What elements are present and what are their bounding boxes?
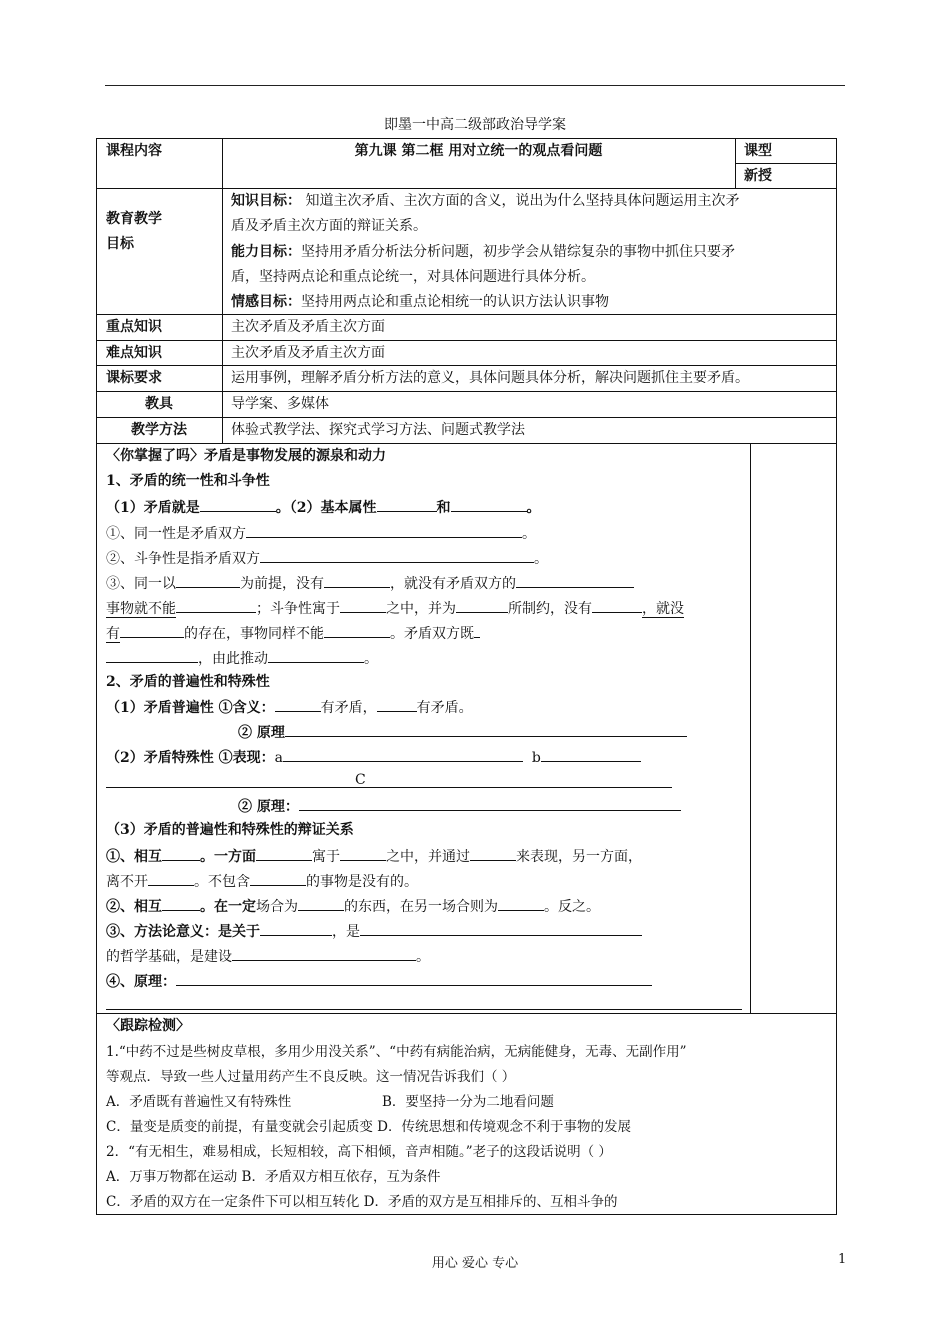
blank-field[interactable] — [541, 744, 641, 762]
blank-field[interactable] — [246, 520, 522, 538]
section-1-title: 1、矛盾的统一性和斗争性 — [106, 473, 270, 489]
answer-line[interactable] — [106, 1009, 742, 1010]
course-value: 第九课 第二框 用对立统一的观点看问题 — [354, 143, 603, 159]
question-1-line1: 1.“中药不过是些树皮草根，多用少用没关系”、“中药有病能治病，无病能健身，无毒、无副作用” — [106, 1044, 687, 1060]
blank-field[interactable] — [377, 494, 437, 512]
question-1-option-b[interactable]: B．要坚持一分为二地看问题 — [382, 1094, 554, 1110]
question-1-option-cd[interactable]: C．量变是质变的前提，有量变就会引起质变 D．传统思想和传境观念不利于事物的发展 — [106, 1119, 631, 1135]
blank-field[interactable] — [260, 918, 332, 936]
s3-item-3-line2: 的哲学基础，是建设 。 — [106, 943, 430, 969]
knowledge-goal-cont: 盾及矛盾主次方面的辩证关系。 — [231, 218, 427, 234]
question-2-option-cd[interactable]: C．矛盾的双方在一定条件下可以相互转化 D．矛盾的双方是互相排斥的、互相斗争的 — [106, 1194, 618, 1210]
blank-field[interactable] — [176, 595, 256, 613]
blank-field[interactable] — [256, 843, 312, 861]
blank-field[interactable] — [162, 893, 200, 911]
blank-field[interactable] — [474, 620, 480, 638]
blank-field[interactable] — [498, 893, 544, 911]
emotion-goal: 情感目标：坚持用两点论和重点论相统一的认识方法认识事物 — [231, 294, 609, 310]
blank-field[interactable] — [516, 570, 634, 588]
key-value: 主次矛盾及矛盾主次方面 — [231, 319, 385, 335]
blank-field[interactable] — [148, 868, 194, 886]
s3-item-4: ④、原理： — [106, 968, 652, 994]
blank-field[interactable] — [162, 843, 200, 861]
blank-field[interactable] — [592, 595, 642, 613]
blank-field[interactable] — [176, 968, 652, 986]
blank-field[interactable] — [340, 595, 386, 613]
s2-question-1: （1）矛盾普遍性 ①含义： 有矛盾， 有矛盾。 — [106, 694, 473, 720]
blank-field[interactable] — [250, 868, 306, 886]
section-3-title: （3）矛盾的普遍性和特殊性的辩证关系 — [106, 822, 354, 838]
ability-goal-cont: 盾，坚持两点论和重点论统一，对具体问题进行具体分析。 — [231, 269, 595, 285]
s1-item-a: ①、同一性是矛盾双方 。 — [106, 520, 536, 546]
question-2-line1: 2．“有无相生，难易相成，长短相较，高下相倾，音声相随。”老子的这段话说明（ ） — [106, 1144, 612, 1160]
blank-field[interactable] — [340, 843, 386, 861]
blank-field[interactable] — [360, 918, 642, 936]
s1-question-1: （1）矛盾就是 。（2）基本属性 和 。 — [106, 494, 541, 520]
s3-item-3: ③、方法论意义：是关于 ，是 — [106, 918, 642, 944]
header-rule — [105, 85, 845, 86]
blank-field[interactable] — [377, 694, 417, 712]
footer-motto: 用心 爱心 专心 — [431, 1256, 519, 1271]
type-value: 新授 — [744, 168, 772, 184]
goal-label-2: 目标 — [106, 236, 134, 252]
blank-field[interactable] — [275, 694, 321, 712]
s1-item-c: ③、同一以 为前提，没有 ，就没有矛盾双方的 — [106, 570, 634, 596]
blank-field[interactable] — [285, 719, 687, 737]
standard-label: 课标要求 — [106, 370, 162, 386]
question-2-option-ab[interactable]: A．万事万物都在运动 B．矛盾双方相互依存，互为条件 — [106, 1169, 441, 1185]
blank-field[interactable] — [283, 744, 523, 762]
knowledge-goal: 知识目标： 知道主次矛盾、主次方面的含义，说出为什么坚持具体问题运用主次矛 — [231, 193, 740, 209]
s3-item-1-line2: 离不开 。不包含 的事物是没有的。 — [106, 868, 418, 894]
s1-item-c-line2: 事物就不能 ；斗争性寓于 之中，并为 所制约，没有 ，就没 — [106, 595, 684, 621]
ability-goal: 能力目标：坚持用矛盾分析法分析问题，初步学会从错综复杂的事物中抓住只要矛 — [231, 244, 735, 260]
blank-field[interactable] — [260, 545, 534, 563]
goal-label-1: 教育教学 — [106, 211, 162, 227]
section-2-title: 2、矛盾的普遍性和特殊性 — [106, 674, 270, 690]
s1-item-c-line3: 有 的存在，事物同样不能 。矛盾双方既 — [106, 620, 480, 646]
blank-field[interactable] — [470, 843, 516, 861]
blank-field[interactable] — [232, 943, 416, 961]
blank-field[interactable] — [120, 620, 184, 638]
blank-field[interactable] — [324, 620, 390, 638]
question-1-line2: 等观点．导致一些人过量用药产生不良反映。这一情况告诉我们（ ） — [106, 1069, 516, 1085]
tool-label: 教具 — [145, 396, 173, 412]
check-heading: 〈跟踪检测〉 — [106, 1018, 190, 1034]
s2-question-2: （2）矛盾特殊性 ①表现：a b — [106, 744, 641, 770]
s2-q1-principle: ② 原理 — [238, 719, 687, 745]
course-label: 课程内容 — [106, 143, 162, 159]
s3-item-2: ②、相互 。在一定场合为 的东西，在另一场合则为 。反之。 — [106, 893, 600, 919]
blank-field[interactable] — [299, 793, 681, 811]
blank-field[interactable] — [268, 645, 364, 663]
method-label: 教学方法 — [131, 422, 187, 438]
s1-item-b: ②、斗争性是指矛盾双方 。 — [106, 545, 548, 571]
s2-q2-c-label: C — [355, 772, 366, 788]
page-number: 1 — [838, 1252, 847, 1267]
tool-value: 导学案、多媒体 — [231, 396, 329, 412]
s3-item-1: ①、相互 。一方面 寓于 之中，并通过 来表现，另一方面， — [106, 843, 642, 869]
standard-value: 运用事例，理解矛盾分析方法的意义，具体问题具体分析，解决问题抓住主要矛盾。 — [231, 370, 749, 386]
blank-field[interactable] — [106, 645, 198, 663]
study-heading: 〈你掌握了吗〉矛盾是事物发展的源泉和动力 — [106, 448, 386, 464]
key-label: 重点知识 — [106, 319, 162, 335]
blank-field[interactable] — [324, 570, 390, 588]
blank-field[interactable] — [176, 570, 240, 588]
difficult-value: 主次矛盾及矛盾主次方面 — [231, 345, 385, 361]
answer-line[interactable] — [106, 787, 672, 788]
blank-field[interactable] — [298, 893, 344, 911]
page-title: 即墨一中高二级部政治导学案 — [384, 117, 566, 133]
s2-q2-principle: ② 原理： — [238, 793, 681, 819]
question-1-option-a[interactable]: A．矛盾既有普遍性又有特殊性 — [106, 1094, 292, 1110]
s1-item-c-line4: ，由此推动 。 — [106, 645, 378, 671]
blank-field[interactable] — [451, 494, 527, 512]
blank-field[interactable] — [200, 494, 276, 512]
method-value: 体验式教学法、探究式学习方法、问题式教学法 — [231, 422, 525, 438]
difficult-label: 难点知识 — [106, 345, 162, 361]
blank-field[interactable] — [456, 595, 508, 613]
type-label: 课型 — [744, 143, 772, 159]
